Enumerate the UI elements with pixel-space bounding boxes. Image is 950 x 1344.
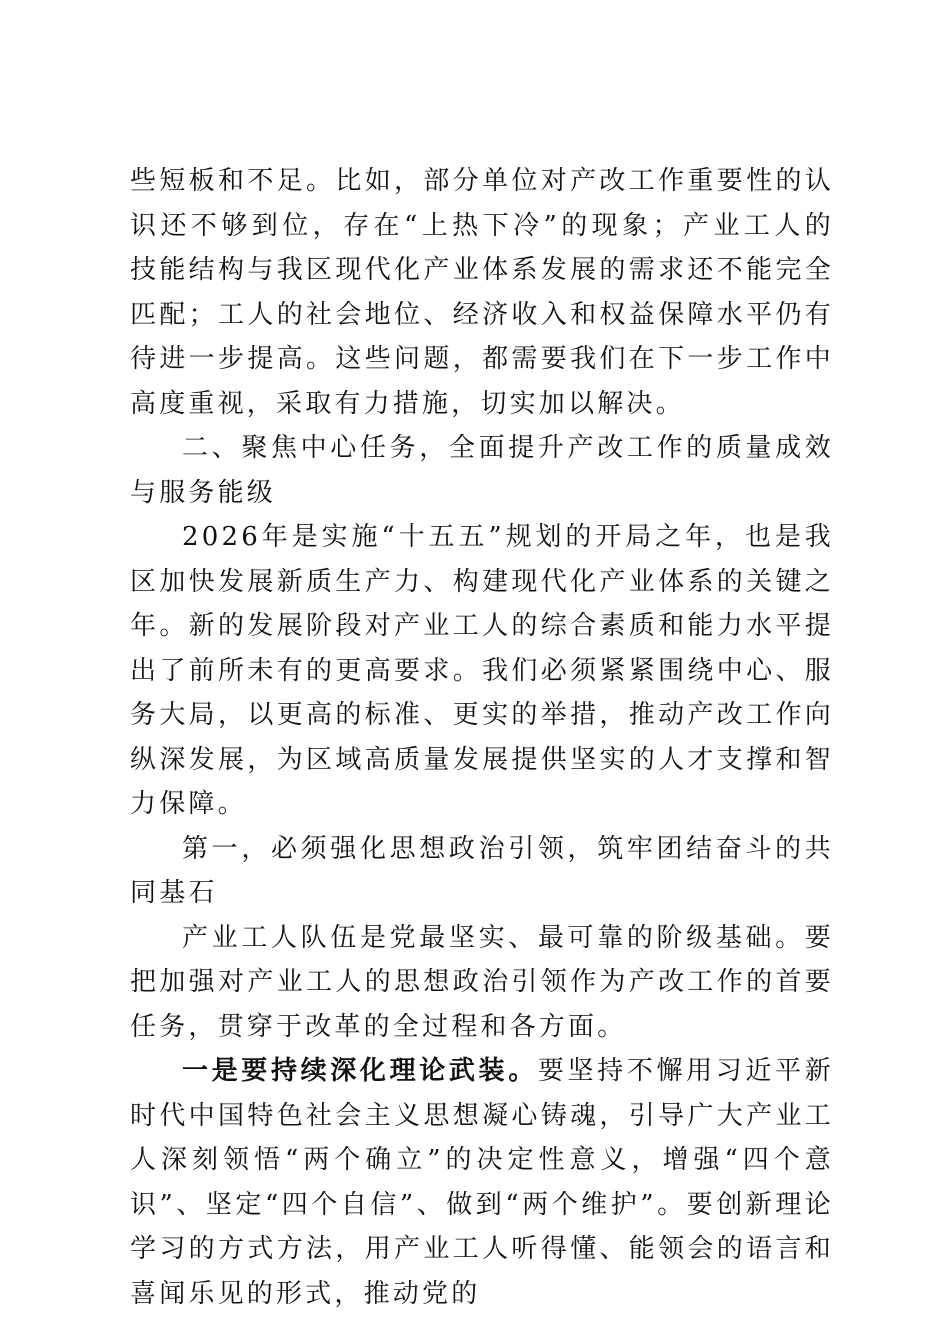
- section-heading-text: 二、聚焦中心任务，全面提升产改工作的质量成效与服务能级: [130, 433, 834, 508]
- paragraph-text: 2026年是实施“十五五”规划的开局之年，也是我区加快发展新质生产力、构建现代化产业体系的关键之年。新的发展阶段对产业工人的综合素质和能力水平提出了前所未有的更高要求。我们必须紧紧围绕中心、服务大局，以更高的标准、更实的举措，推动产改工作向纵深发展，为区域高质量发展提供坚实的人才支撑和智力保障。: [130, 522, 834, 819]
- paragraph: [130, 916, 834, 1050]
- paragraph-lead-bold: 一是要持续深化理论武装。: [182, 1056, 538, 1086]
- subsection-heading: [130, 827, 834, 916]
- paragraph-text: 产业工人队伍是党最坚实、最可靠的阶级基础。要把加强对产业工人的思想政治引领作为产改工作的首要任务，贯穿于改革的全过程和各方面。: [130, 922, 834, 1042]
- paragraph-continuation: [130, 159, 834, 426]
- section-heading: [130, 426, 834, 515]
- paragraph: [130, 1049, 834, 1316]
- paragraph-text: 些短板和不足。比如，部分单位对产改工作重要性的认识还不够到位，存在“上热下冷”的现象；产业工人的技能结构与我区现代化产业体系发展的需求还不能完全匹配；工人的社会地位、经济收入和权益保障水平仍有待进一步提高。这些问题，都需要我们在下一步工作中高度重视，采取有力措施，切实加以解决。: [130, 166, 834, 419]
- subsection-heading-text: 第一，必须强化思想政治引领，筑牢团结奋斗的共同基石: [130, 833, 834, 908]
- paragraph-text: 要坚持不懈用习近平新时代中国特色社会主义思想凝心铸魂，引导广大产业工人深刻领悟“两个确立”的决定性意义，增强“四个意识”、坚定“四个自信”、做到“两个维护”。要创新理论学习的方式方法，用产业工人听得懂、能领会的语言和喜闻乐见的形式，推动党的: [130, 1056, 834, 1309]
- paragraph: [130, 515, 834, 827]
- document-body: [130, 159, 834, 1316]
